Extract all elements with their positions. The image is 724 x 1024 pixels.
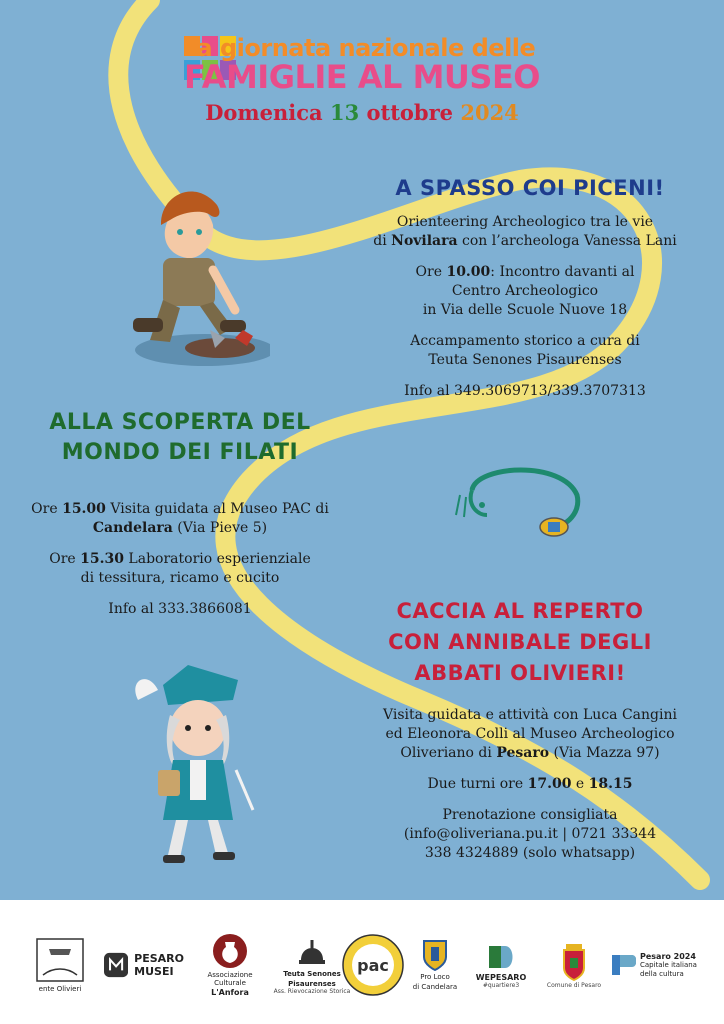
comune-crest-icon [556, 942, 592, 982]
annibale-character-illustration [118, 660, 268, 870]
comune-di-pesaro-logo: Comune di Pesaro [542, 930, 606, 1000]
caccia-line5: Prenotazione consigliata [442, 807, 618, 823]
piceni-line3: Ore 10.00: Incontro davanti al [415, 264, 635, 280]
event-title-line1: la giornata nazionale delle [188, 34, 536, 62]
section-piceni-details [360, 213, 690, 401]
caccia-line4: Due turni ore 17.00 e 18.15 [427, 776, 633, 792]
pac-logo [340, 930, 406, 1000]
pac-badge-icon [342, 934, 404, 996]
piceni-info: Info al 349.3069713/339.3707313 [404, 383, 646, 399]
section-piceni-title: A SPASSO COI PICENI! [395, 176, 665, 200]
piceni-line4: Centro Archeologico [451, 283, 599, 299]
pesaro-2024-capitale-logo: Pesaro 2024 Capitale italiana della cultura [612, 930, 716, 1000]
wepesaro-logo: WEPESARO #quartiere3 [470, 930, 532, 1000]
pac-badge-text: pac [357, 956, 389, 975]
teuta-helmet-icon [295, 936, 329, 968]
footer-logos [0, 900, 724, 1024]
filati-info: Info al 333.3866081 [108, 601, 252, 617]
caccia-line3: Oliveriano di Pesaro (Via Mazza 97) [400, 745, 660, 761]
piceni-line6: Accampamento storico a cura di [410, 333, 640, 349]
pesaro-2024-icon [612, 953, 636, 977]
event-title-line2: FAMIGLIE AL MUSEO [184, 58, 540, 96]
caccia-line7: 338 4324889 (solo whatsapp) [424, 845, 636, 861]
piceni-line1: Orienteering Archeologico tra le vie [396, 214, 654, 230]
filati-line1: Ore 15.00 Visita guidata al Museo PAC di [31, 501, 329, 517]
anfora-icon [212, 933, 248, 969]
boy-archaeologist-illustration [125, 170, 270, 375]
caccia-line6: (info@oliveriana.pu.it | 0721 33344 [403, 826, 657, 842]
caccia-line2: ed Eleonora Colli al Museo Archeologico [385, 726, 675, 742]
section-caccia-details [345, 706, 715, 863]
teuta-senones-logo: Teuta Senones Pisaurenses Ass. Rievocazione Storica [272, 930, 352, 1000]
date-month: ottobre [366, 100, 454, 125]
wepesaro-icon [485, 942, 517, 972]
ente-olivieri-logo: ente Olivieri [30, 930, 90, 1000]
date-year: 2024 [460, 100, 519, 125]
event-date [0, 100, 724, 125]
olivieri-emblem-icon [35, 937, 85, 983]
pro-loco-shield-icon [422, 939, 448, 971]
bracelet-illustration [452, 455, 592, 545]
date-day: Domenica [205, 100, 323, 125]
filati-line3: Ore 15.30 Laboratorio esperienziale [49, 551, 311, 567]
section-filati-title: ALLA SCOPERTA DEL MONDO DEI FILATI [49, 410, 311, 465]
filati-line4: di tessitura, ricamo e cucito [80, 570, 280, 586]
filati-line2: Candelara (Via Pieve 5) [92, 520, 268, 536]
piceni-line5: in Via delle Scuole Nuove 18 [422, 302, 628, 318]
piceni-line7: Teuta Senones Pisaurenses [428, 352, 622, 368]
pesaro-musei-logo: PESARO MUSEI [104, 930, 184, 1000]
piceni-line2: di Novilara con l’archeologa Vanessa Lani [373, 233, 677, 249]
section-filati-details [20, 500, 340, 619]
date-number: 13 [329, 100, 360, 125]
pesaro-musei-icon [104, 947, 128, 983]
pro-loco-candelara-logo: Pro Loco di Candelara [410, 930, 460, 1000]
anfora-logo: Associazione Culturale L'Anfora [192, 930, 268, 1000]
section-caccia-title: CACCIA AL REPERTO CON ANNIBALE DEGLI ABBATI OLIVIERI! [388, 599, 652, 685]
caccia-line1: Visita guidata e attività con Luca Cangini [383, 707, 677, 723]
